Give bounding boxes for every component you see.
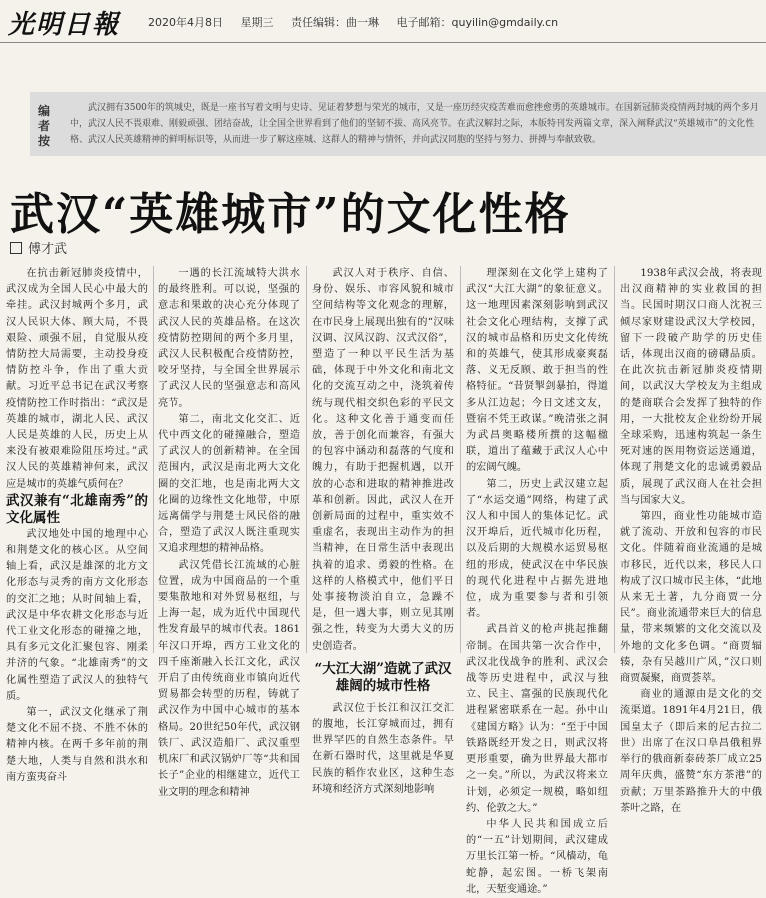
article-column-3 — [312, 266, 454, 795]
paragraph: 武汉人对于秩序、自信、身份、娱乐、市容风貌和城市空间结构等文化观念的理解，在市民身上展现出独有的“汉味汉调、汉风汉韵、汉式汉俗”，塑造了一种以平民生活为基础，体现于中外文化和南北文化的交流互动之中，浇筑着传统与现代相交织色彩的平民文化。这种文化善于通变而任放，善于创化而兼容，有强大的包容中涵动和磊落的气度和魄力，有助于把握机遇，以开放的心态和进取的精神推进改革和创新。因此，武汉人在开创新局面的过程中，重实效不重虚名，表现出主动作为的担当精神，在日常生活中表现出执着的追求、勇毅的性格。在这样的人格模式中，他们平日处事接物淡泊自立，急躁不是，但一遇大事，则立见其刚强之性，转变为大勇大义的历史创造者。 — [312, 268, 454, 652]
article-column-2 — [158, 266, 300, 798]
paragraph: 在抗击新冠肺炎疫情中，武汉成为全国人民心中最大的牵挂。武汉封城两个多月，武汉人民识大体、顾大局，不畏艰险、顽强不屈，自觉服从疫情防控大局需要，主动投身疫情防控斗争，作出了重大贡献。习近平总书记在武汉考察疫情防控工作时指出：“武汉是英雄的城市，湖北人民、武汉人民是英雄的人民，历史上从来没有被艰难险阻压垮过。”武汉人民的英雄精神何来，武汉应是城市的英雄气质何在？ — [6, 268, 148, 490]
paragraph: 第二，历史上武汉建立起了“水运交通”网络，构建了武汉人和中国人的集体记忆。武汉开埠后，近代城市化历程，以及后期的大规模水运贸易枢纽的形成，使武汉在中华民族的现代化进程中占据先进地位，成为重要参与者和引领者。 — [466, 478, 608, 620]
paragraph: 第四，商业性功能城市造就了流动、开放和包容的市民文化。伴随着商业流通的是城市移民，近代以来，移民人口构成了汉口城市民主体，“此地从来无土著，九分商贾一分民”。商业流通带来巨大的信息量，带来频繁的文化交流以及外地的文化多色调。“商贾辐辏，杂有吴越川广风，”汉口则商贾凝聚，商贾荟萃。 — [620, 511, 762, 685]
newspaper-logo: 光明日報 — [8, 10, 121, 40]
issue-weekday: 星期三 — [240, 16, 274, 29]
column-divider — [306, 266, 307, 653]
section-subhead-2: “大江大湖”造就了武汉雄阔的城市性格 — [314, 660, 452, 694]
article-column-1 — [6, 266, 148, 783]
paragraph: 武汉地处中国的地理中心和荆楚文化的核心区。从空间轴上看，武汉是雄深的北方文化形态与灵秀的南方文化形态的交汇之地；从时间轴上看，武汉是中华农耕文化形态与近代工业文化形态的碰撞之地，具有多元文化汇聚包容、刚柔并济的气象。“北雄南秀”的文化属性塑造了武汉人的独特气质。 — [6, 528, 148, 702]
author-name: 傅才武 — [28, 242, 68, 257]
paragraph: 中华人民共和国成立后的“一五”计划期间，武汉建成万里长江第一桥。“风樯动，龟蛇静，起宏图。一桥飞架南北，天堑变通途。” — [466, 818, 608, 895]
article-column-5 — [620, 266, 762, 814]
paragraph: 第二，南北文化交汇、近代中西文化的碰撞融合，塑造了武汉人的创新精神。在全国范围内，武汉是南北两大文化圈的交汇地，也是南北两大文化圈的边缘性文化地带，中原远离儒学与荆楚士风民俗的融合，塑造了武汉人既注重现实又追求理想的精神品格。 — [158, 413, 300, 555]
editor-email: 电子邮箱：quyilin@gmdaily.cn — [396, 16, 559, 29]
paragraph: 一遇的长江流域特大洪水的最终胜利。可以说，坚强的意志和果敢的决心充分体现了武汉人民的英雄品格。在这次疫情防控期间的两个多月里，武汉人民积极配合疫情防控，咬牙坚持，与全国全世界展示了武汉人民的坚强意志和高风亮节。 — [158, 268, 300, 409]
column-divider — [460, 266, 461, 653]
masthead — [0, 0, 766, 43]
paragraph: 武汉凭借长江流域的心脏位置，成为中国商品的一个重要集散地和对外贸易枢纽，与上海一起，成为近代中国现代性发育最早的城市代表。1861年汉口开埠，西方工业文化的四千座渐融入长江文化，武汉开启了由传统商业市镇向近代贸易都会转型的历程，铸就了武汉作为中国中心城市的基本格局。20世纪50年代，武汉钢铁厂、武汉造船厂、武汉重型机床厂和武汉锅炉厂等“共和国长子”企业的相继建立，近代工业文明的理念和精神 — [158, 559, 300, 798]
paragraph: 武汉位于长江和汉江交汇的腹地，长江穿城而过，拥有世界罕匹的自然生态条件。早在新石器时代，这里就是华夏民族的稻作农业区，这种生态环境和经济方式深刻地影响 — [312, 702, 454, 795]
issue-date: 2020年4月8日 — [148, 16, 223, 29]
paragraph: 第一，武汉文化继承了荆楚文化不屈不挠、不胜不休的精神内核。在两千多年前的荆楚大地，人类与自然和洪水和南方蛮夷奋斗 — [6, 707, 148, 783]
article-column-4 — [466, 266, 608, 895]
paragraph: 武昌首义的枪声挑起推翻帝制。在国共第一次合作中，武汉北伐战争的胜利、武汉会战等历史进程中，武汉与独立、民主、富强的民族现代化进程紧密联系在一起。孙中山《建国方略》认为：“至于中国铁路既经开发之日，则武汉将更形重要，确为世界最大都市之一矣。”所以，为武汉将来立计划，必须定一规模，略如纽约、伦敦之大。” — [466, 624, 608, 814]
editor-note-label: 编者按 — [38, 104, 51, 148]
header-meta — [148, 14, 572, 30]
section-subhead-1: 武汉兼有“北雄南秀”的文化属性 — [6, 492, 148, 526]
article-headline: 武汉“英雄城市”的文化性格 — [10, 189, 571, 240]
column-divider — [614, 266, 615, 653]
paragraph: 理深刻在文化学上建构了武汉“大江大湖”的象征意义。这一地理因素深刻影响到武汉社会文化心理结构，支撑了武汉的城市品格和历史文化传统和的英雄气，使其形成豪爽磊落、义无反顾、敢于担当的性格特征。“昔贤掣剑暴拍，得道多从江边起；今日文述文友，暨宿不凭王政谋。”晚清张之洞为武昌奥略楼所撰的这幅楹联，道出了蕴藏于武汉人心中的宏阔气魄。 — [466, 268, 608, 474]
column-divider — [153, 266, 154, 653]
paragraph: 1938年武汉会战，将表现出汉商精神的实业救国的担当。民国时期汉口商人沈祝三倾尽家财建设武汉大学校园，留下一段破产助学的历史佳话，体现出汉商的磅礴品质。在此次抗击新冠肺炎疫情期间，以武汉大学校友为主组成的楚商联合会发挥了独特的作用，一大批校友企业纷纷开展全球采购，迅速构筑起一条生死对速的医用物资运送通道，体现了荆楚文化的忠诚勇毅品质，展现了武汉商人在社会担当与国家大义。 — [620, 268, 762, 506]
article-byline — [10, 238, 67, 257]
editor-note-text: 武汉拥有3500年的筑城史，既是一座书写着文明与史诗、见证着梦想与荣光的城市，又是一座历经灾疫苦难而愈挫愈勇的英雄城市。在国新冠肺炎疫情两封城的两个多月中，武汉人民不畏艰难、刚毅顽强、团结奋战，让全国全世界看到了他们的坚韧不拔、高风亮节。在武汉解封之际，本版特刊发两篇文章，深入阐释武汉“英雄城市”的文化性格、武汉人民英雄精神的鲜明标识等，从而进一步了解这座城、这群人的精神与情怀，并向武汉同胞的坚持与努力、拼搏与奉献致敬。 — [70, 103, 759, 145]
byline-box-icon — [10, 242, 22, 254]
paragraph: 商业的通源由是文化的交流渠道。1891年4月21日，俄国皇太子（即后来的尼古拉二世）出席了在汉口阜昌俄租界举行的俄商新泰砖茶厂成立25周年庆典，盛赞“东方茶港”的贡献；万里茶路推升大的中俄茶叶之路，在 — [620, 689, 762, 814]
editor-note-box — [30, 92, 766, 156]
responsible-editor: 责任编辑：曲一琳 — [291, 16, 379, 29]
